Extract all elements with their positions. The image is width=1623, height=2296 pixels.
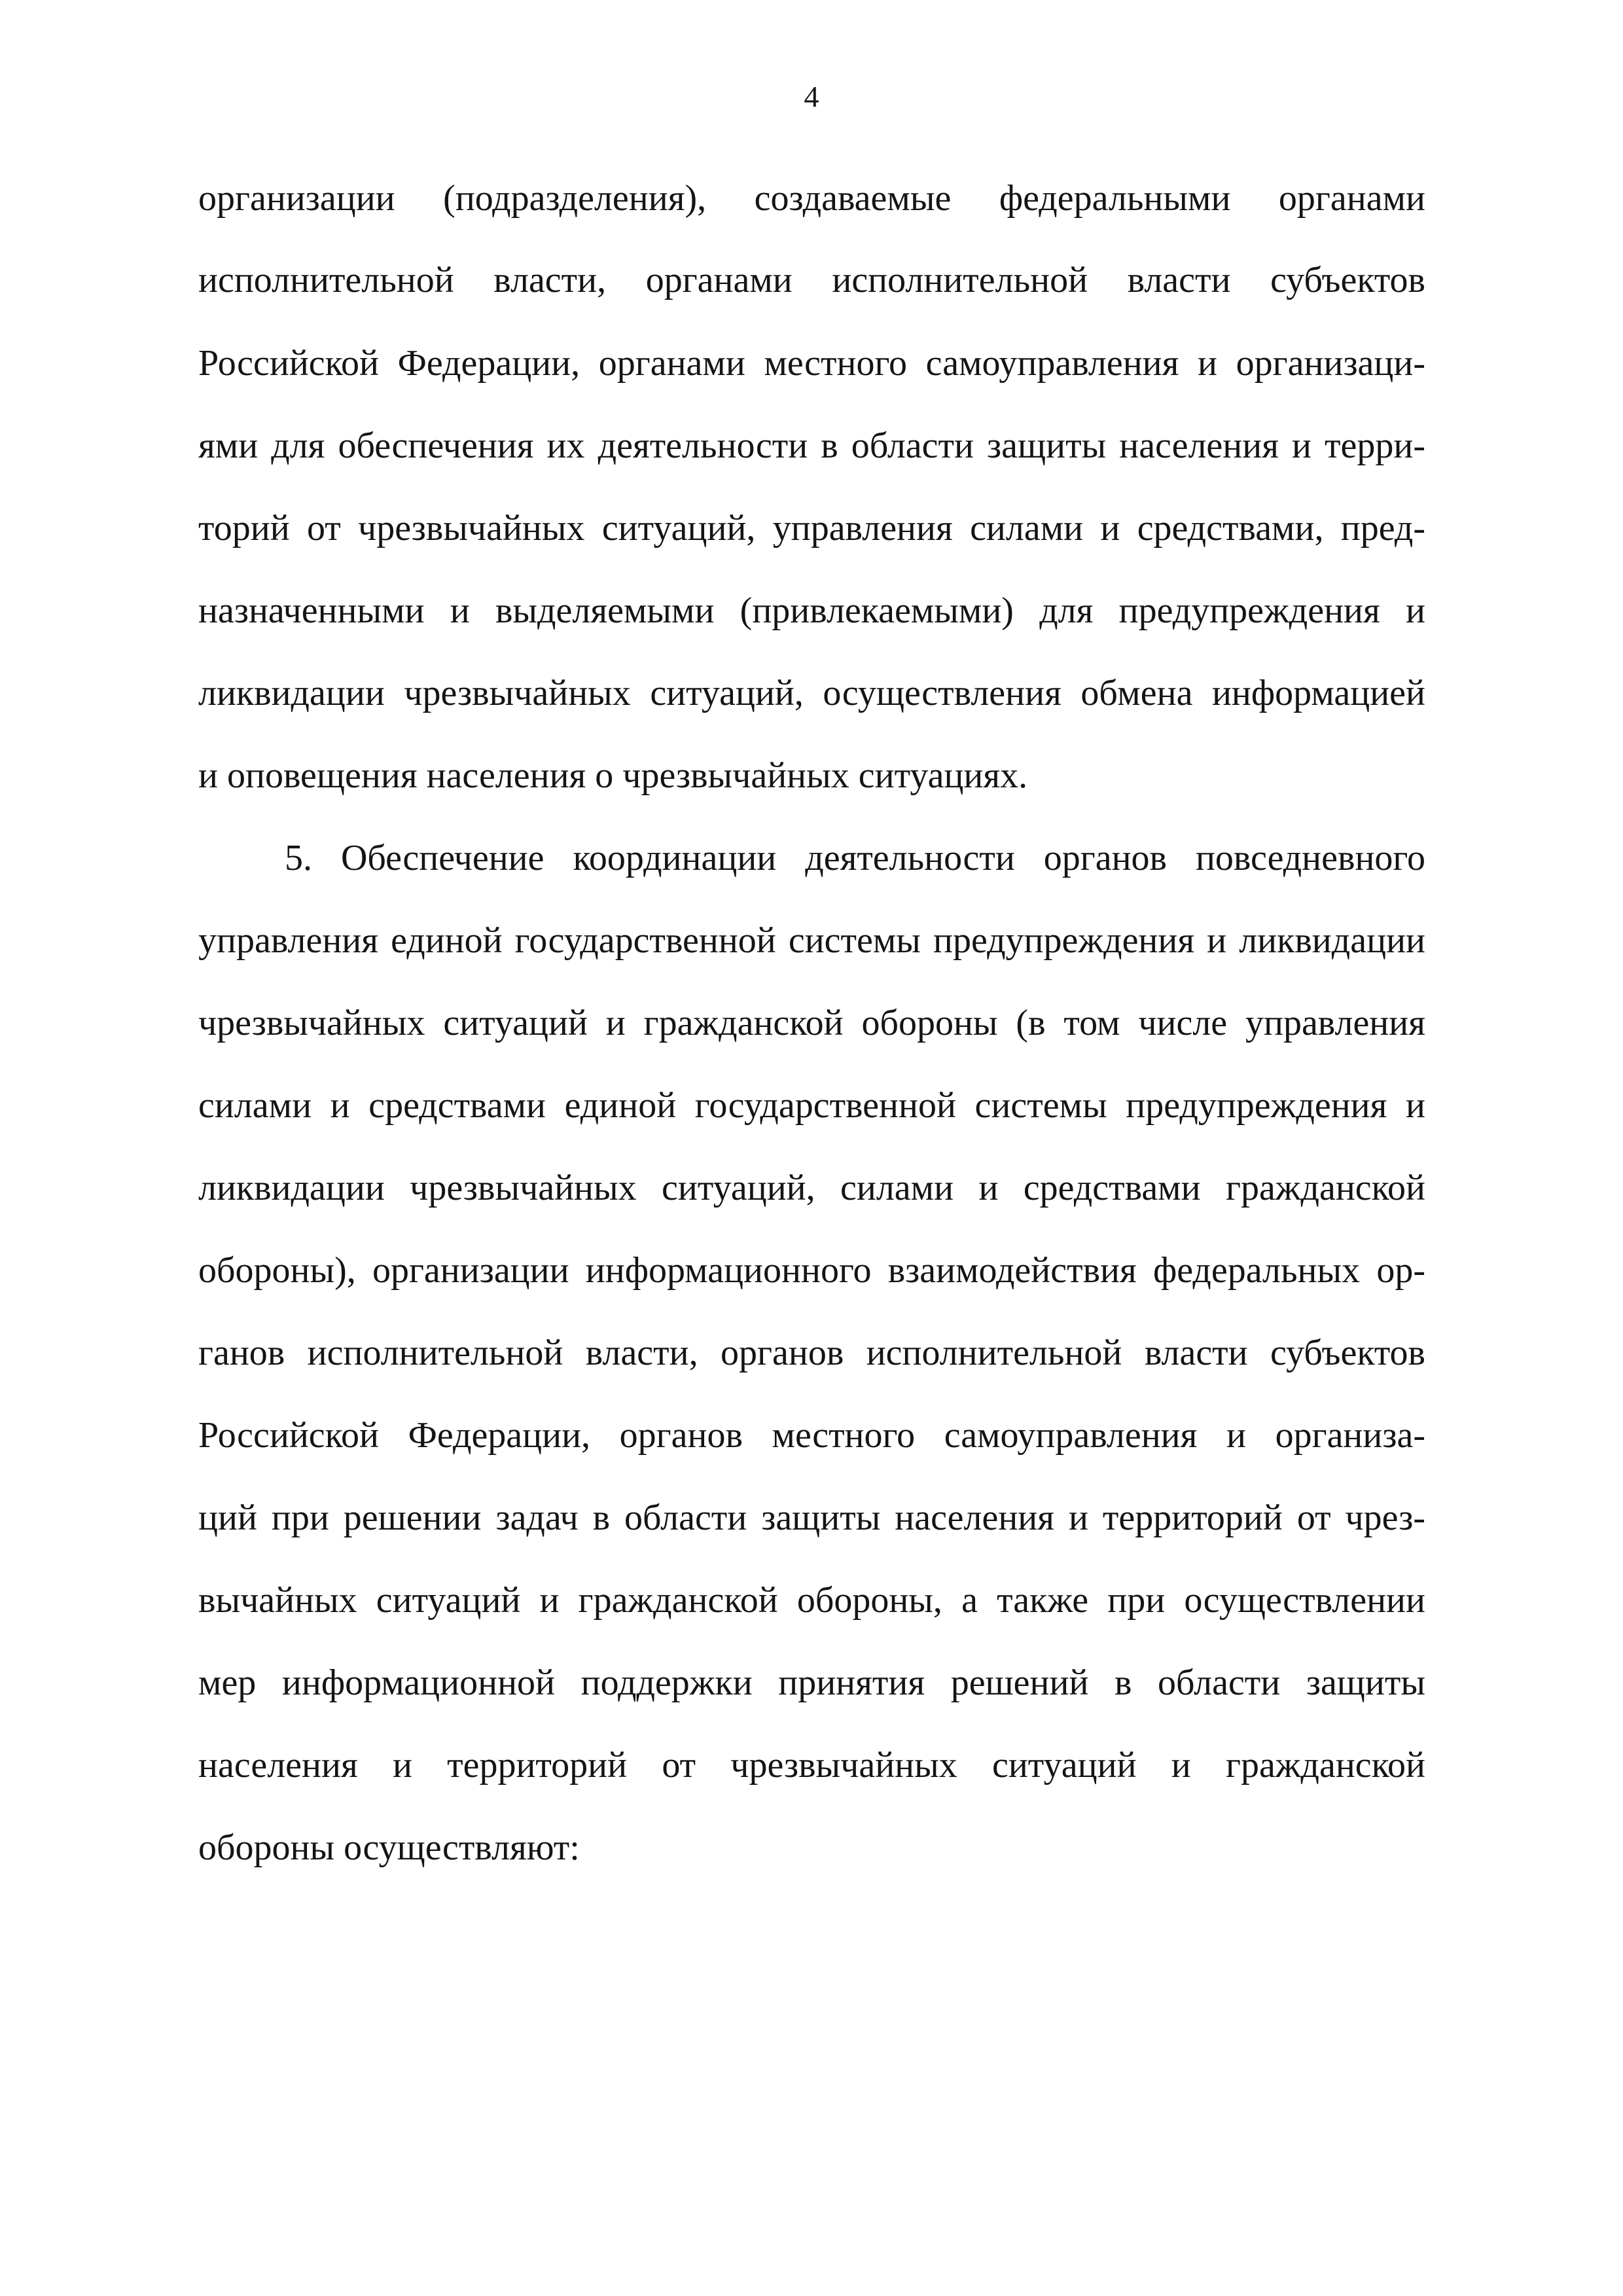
- paragraph-line: ликвидации чрезвычайных ситуаций, силами и средствами гражданской: [198, 1168, 1425, 1208]
- paragraph-line: мер информационной поддержки принятия решений в области защиты: [198, 1662, 1425, 1703]
- paragraph-line: ликвидации чрезвычайных ситуаций, осуществления обмена информацией: [198, 673, 1425, 713]
- paragraph-line: Российской Федерации, органов местного самоуправления и организа-: [198, 1415, 1425, 1456]
- paragraph-line: ций при решении задач в области защиты населения и территорий от чрез-: [198, 1498, 1425, 1538]
- paragraph-line: вычайных ситуаций и гражданской обороны, а также при осуществлении: [198, 1580, 1425, 1621]
- page-number: 4: [804, 80, 819, 113]
- paragraph-line: Российской Федерации, органами местного самоуправления и организаци-: [198, 343, 1425, 384]
- paragraph-line: обороны), организации информационного взаимодействия федеральных ор-: [198, 1250, 1425, 1291]
- paragraph-line: исполнительной власти, органами исполнительной власти субъектов: [198, 260, 1425, 300]
- paragraph-line: назначенными и выделяемыми (привлекаемыми) для предупреждения и: [198, 590, 1425, 631]
- paragraph-line: населения и территорий от чрезвычайных ситуаций и гражданской: [198, 1745, 1425, 1785]
- paragraph-line: ями для обеспечения их деятельности в области защиты населения и терри-: [198, 425, 1425, 466]
- paragraph-line: обороны осуществляют:: [198, 1827, 580, 1868]
- paragraph-line: силами и средствами единой государственной системы предупреждения и: [198, 1085, 1425, 1126]
- paragraph-line: организации (подразделения), создаваемые федеральными органами: [198, 178, 1425, 219]
- paragraph-line: 5. Обеспечение координации деятельности органов повседневного: [285, 838, 1425, 878]
- paragraph-line: ганов исполнительной власти, органов исполнительной власти субъектов: [198, 1333, 1425, 1373]
- paragraph-line: и оповещения населения о чрезвычайных ситуациях.: [198, 755, 1028, 796]
- paragraph-line: управления единой государственной системы предупреждения и ликвидации: [198, 920, 1425, 961]
- paragraph-line: чрезвычайных ситуаций и гражданской обороны (в том числе управления: [198, 1003, 1425, 1043]
- paragraph-line: торий от чрезвычайных ситуаций, управления силами и средствами, пред-: [198, 508, 1425, 548]
